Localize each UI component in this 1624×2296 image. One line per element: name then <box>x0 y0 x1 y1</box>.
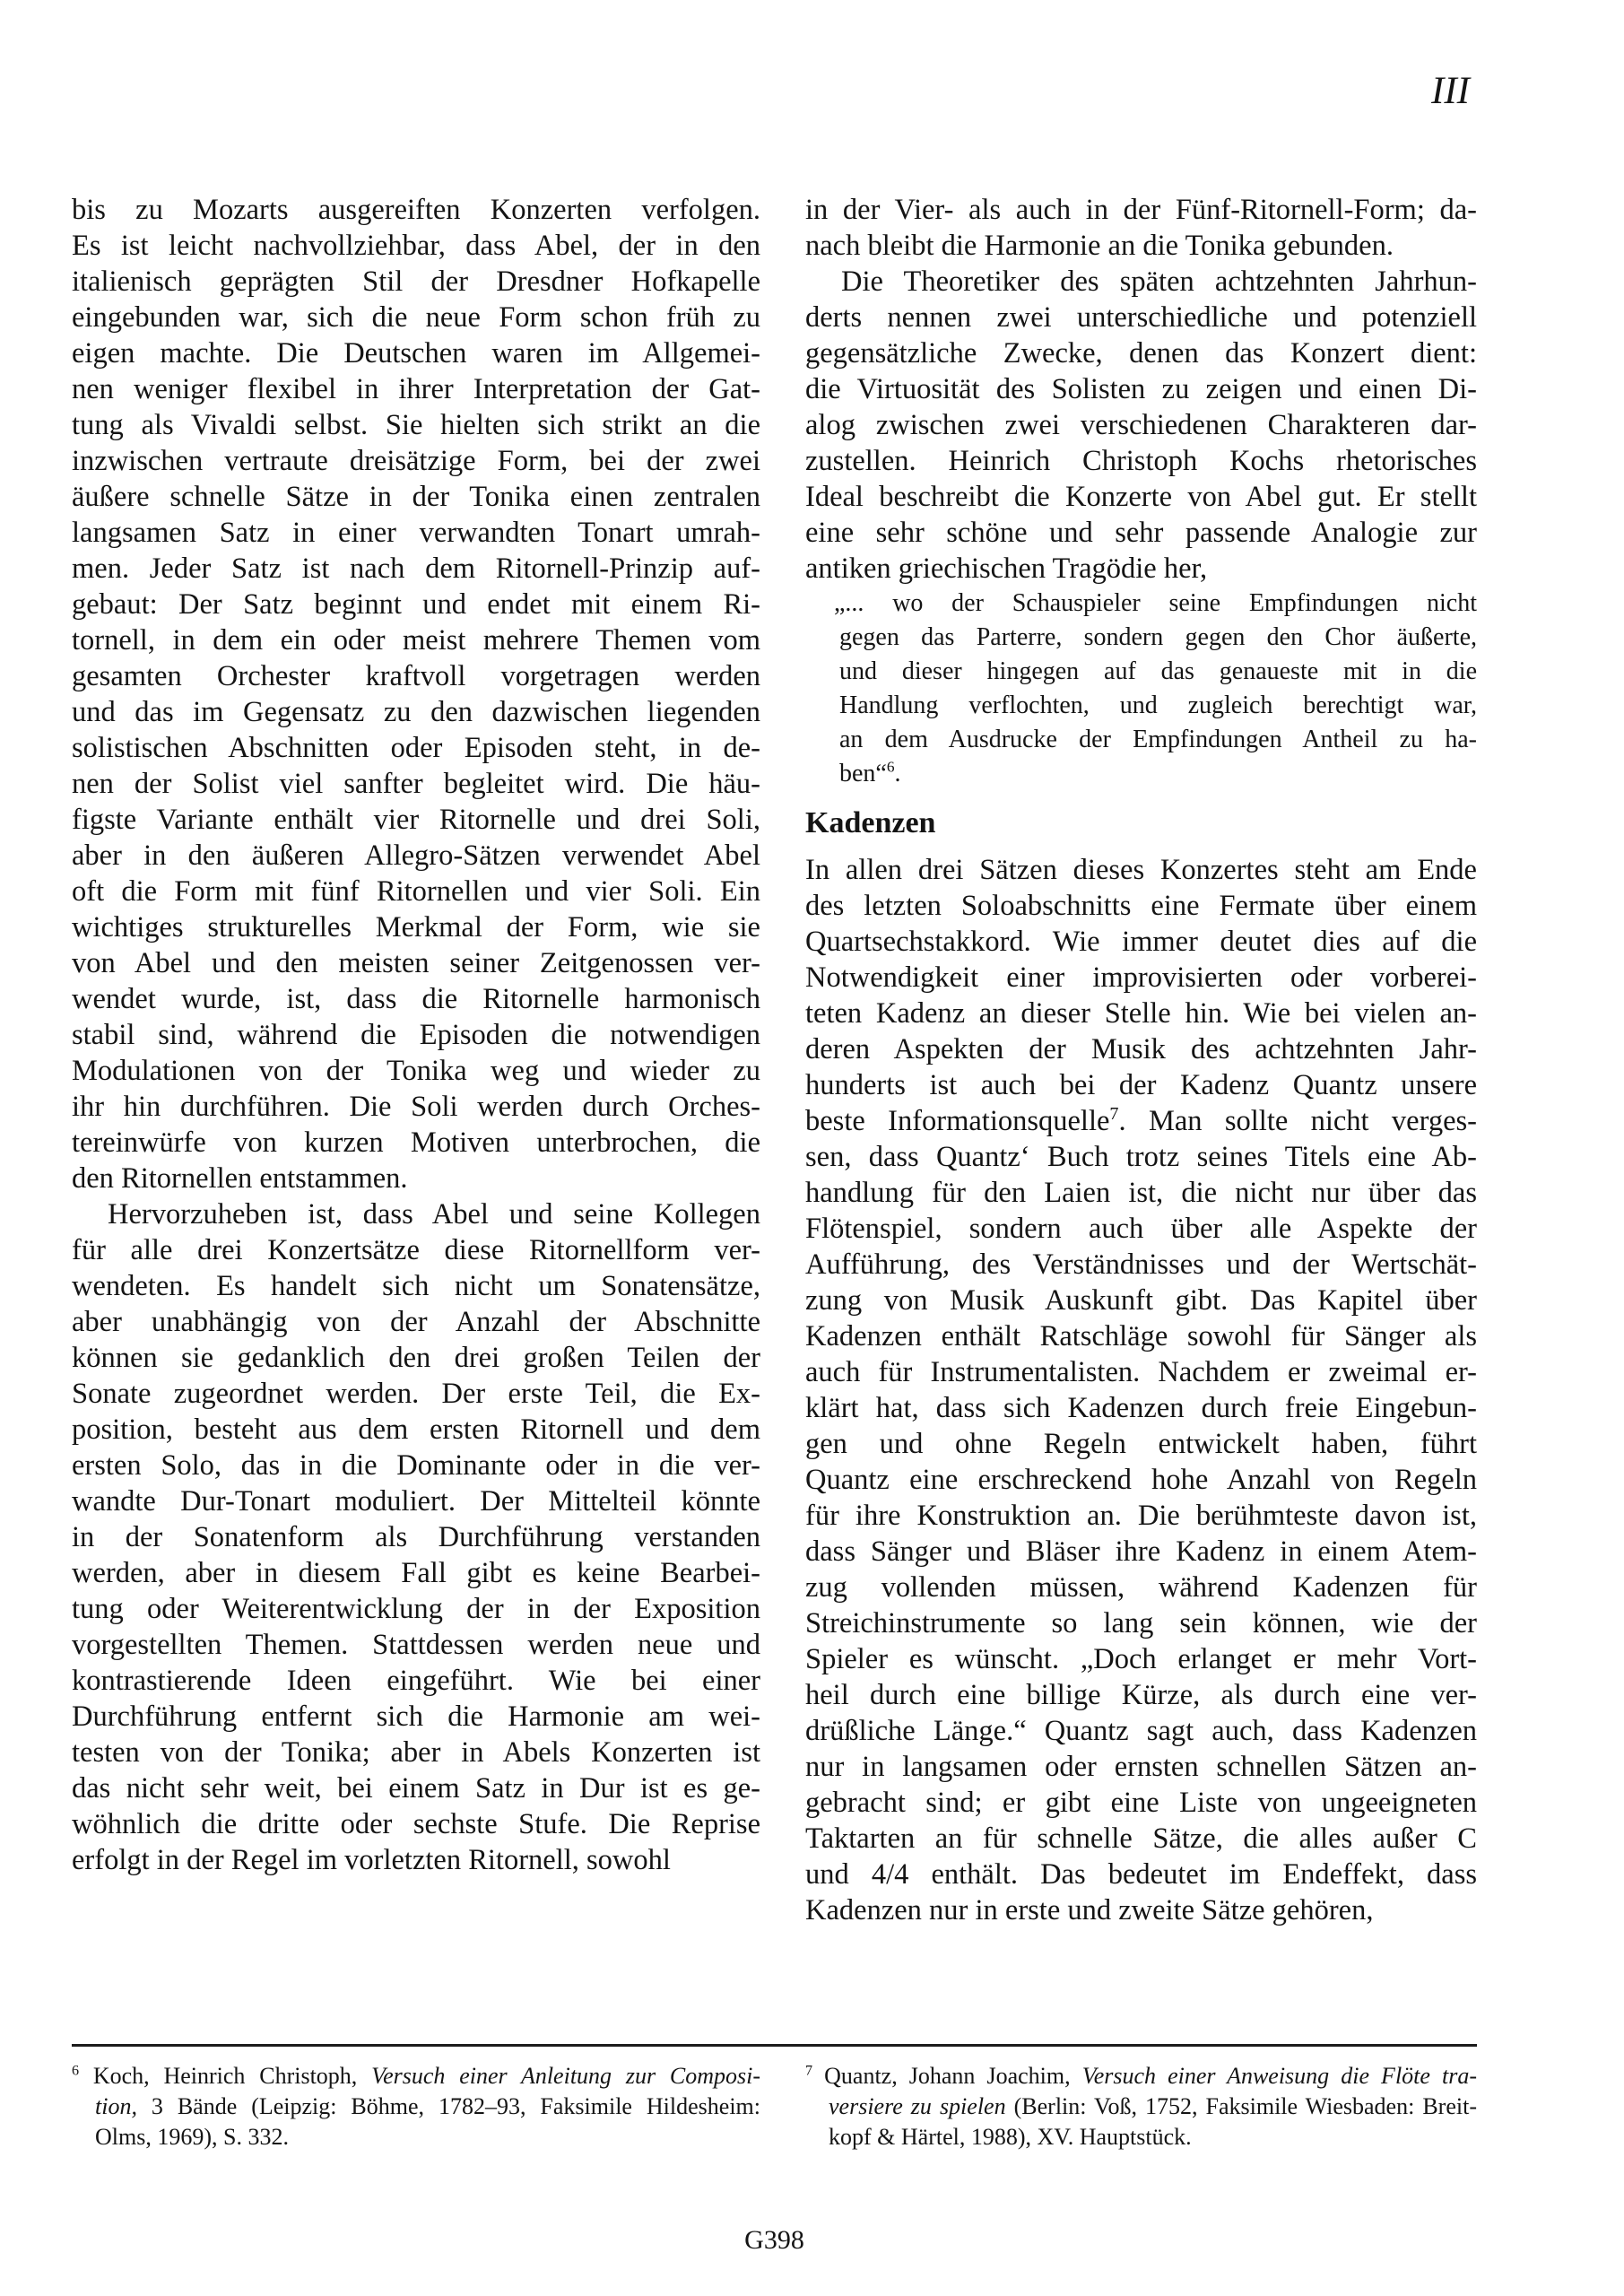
text-line <box>72 909 760 945</box>
text-line <box>72 192 760 228</box>
text-line <box>805 1283 1477 1318</box>
text-run: bis zu Mozarts ausgereiften Konzerten verfolgen. <box>72 194 760 226</box>
text-line <box>72 766 760 802</box>
text-run: oft die Form mit fünf Ritornellen und vier Soli. Ein <box>72 875 760 908</box>
text-run: derts nennen zwei unterschiedliche und potenziell <box>805 301 1477 334</box>
text-line <box>805 1462 1477 1498</box>
text-line <box>72 981 760 1017</box>
text-line <box>72 1627 760 1663</box>
text-line <box>72 802 760 838</box>
text-run: wöhnlich die dritte oder sechste Stufe. Die Reprise <box>72 1808 760 1840</box>
text-run: solistischen Abschnitten oder Episoden steht, in de- <box>72 732 760 764</box>
text-run: versiere zu spielen <box>829 2093 1006 2119</box>
text-run: zustellen. Heinrich Christoph Kochs rhetorisches <box>805 445 1477 477</box>
text-line <box>839 757 1477 791</box>
text-run: werden, aber in diesem Fall gibt es keine Bearbei- <box>72 1557 760 1589</box>
text-run: kopf & Härtel, 1988), XV. Hauptstück. <box>829 2124 1192 2150</box>
text-run: Versuch einer Anleitung zur Composi- <box>371 2063 760 2089</box>
text-run: nur in langsamen oder ernsten schnellen Sätzen an- <box>805 1751 1477 1783</box>
text-run: tung als Vivaldi selbst. Sie hielten sich strikt an die <box>72 409 760 441</box>
text-run: inzwischen vertraute dreisätzige Form, bei der zwei <box>72 445 760 477</box>
text-line <box>72 1053 760 1089</box>
text-run: in der Sonatenform als Durchführung verstanden <box>72 1521 760 1553</box>
column-left <box>72 192 760 1928</box>
paragraph <box>72 192 760 1196</box>
text-run: an dem Ausdrucke der Empfindungen Antheil zu ha- <box>839 726 1477 753</box>
text-run: Sonate zugeordnet werden. Der erste Teil, die Ex- <box>72 1378 760 1410</box>
text-line <box>805 1139 1477 1175</box>
text-run: 3 Bände (Leipzig: Böhme, 1782–93, Faksimile Hildesheim: <box>136 2093 760 2119</box>
text-run: tereinwürfe von kurzen Motiven unterbrochen, die <box>72 1126 760 1159</box>
text-line <box>72 1735 760 1770</box>
text-line <box>72 1376 760 1412</box>
paragraph <box>805 2061 1477 2152</box>
text-run: „... wo der Schauspieler seine Empfindungen nicht <box>834 589 1477 617</box>
text-run: Olms, 1969), S. 332. <box>95 2124 289 2150</box>
text-run: und das im Gegensatz zu den dazwischen liegenden <box>72 696 760 728</box>
text-line <box>805 479 1477 515</box>
text-run: eine sehr schöne und sehr passende Analogie zur <box>805 517 1477 549</box>
text-line <box>72 1304 760 1340</box>
text-run: nen der Solist viel sanfter begleitet wird. Die häu- <box>72 768 760 800</box>
text-line <box>72 300 760 335</box>
text-run: und 4/4 enthält. Das bedeutet im Endeffekt, dass <box>805 1858 1477 1891</box>
text-line <box>72 1017 760 1053</box>
text-line <box>805 2092 1477 2122</box>
text-run: wandte Dur-Tonart moduliert. Der Mittelteil könnte <box>72 1485 760 1518</box>
footnote-7 <box>805 2061 1477 2152</box>
body-columns <box>72 192 1477 1928</box>
text-line <box>805 515 1477 551</box>
text-run: In allen drei Sätzen dieses Konzertes steht am Ende <box>805 854 1477 886</box>
text-line <box>805 264 1477 300</box>
text-run: aber in den äußeren Allegro-Sätzen verwendet Abel <box>72 839 760 872</box>
text-run: Spieler es wünscht. „Doch erlanget er mehr Vort- <box>805 1643 1477 1675</box>
text-line <box>72 1555 760 1591</box>
text-run: Versuch einer Anweisung die Flöte tra- <box>1081 2063 1477 2089</box>
text-run: stabil sind, während die Episoden die notwendigen <box>72 1019 760 1051</box>
text-run: gen und ohne Regeln entwickelt haben, führt <box>805 1428 1477 1460</box>
text-line <box>805 551 1477 587</box>
text-run: men. Jeder Satz ist nach dem Ritornell-Prinzip auf- <box>72 552 760 585</box>
text-line <box>805 888 1477 924</box>
text-run: teten Kadenz an dieser Stelle hin. Wie bei vielen an- <box>805 997 1477 1030</box>
text-line <box>805 407 1477 443</box>
text-run: sen, dass Quantz‘ Buch trotz seines Titels eine Ab- <box>805 1141 1477 1173</box>
text-line <box>72 1125 760 1161</box>
text-line <box>72 2061 760 2092</box>
text-run: gebracht sind; er gibt eine Liste von ungeeigneten <box>805 1787 1477 1819</box>
text-line <box>805 1318 1477 1354</box>
text-line <box>72 694 760 730</box>
text-line <box>72 1806 760 1842</box>
text-run: Handlung verflochten, und zugleich berechtigt war, <box>839 691 1477 719</box>
text-run: nen weniger flexibel in ihrer Interpretation der Gat- <box>72 373 760 405</box>
footnote-ref: 6 <box>72 2063 80 2079</box>
text-run: langsamen Satz in einer verwandten Tonart umrah- <box>72 517 760 549</box>
text-line <box>805 1677 1477 1713</box>
text-line <box>72 1483 760 1519</box>
text-line <box>805 1785 1477 1821</box>
text-line <box>839 655 1477 689</box>
text-run: aber unabhängig von der Anzahl der Abschnitte <box>72 1306 760 1338</box>
text-run: können sie gedanklich den drei großen Teilen der <box>72 1342 760 1374</box>
section-heading: Kadenzen <box>805 806 936 839</box>
text-run: Taktarten an für schnelle Sätze, die alles außer C <box>805 1822 1477 1855</box>
text-run: alog zwischen zwei verschiedenen Charakteren dar- <box>805 409 1477 441</box>
text-line <box>72 658 760 694</box>
text-line <box>72 1196 760 1232</box>
text-line <box>805 1103 1477 1139</box>
text-line <box>839 689 1477 723</box>
text-run: äußere schnelle Sätze in der Tonika einen zentralen <box>72 481 760 513</box>
text-line <box>805 1031 1477 1067</box>
text-run: zung von Musik Auskunft gibt. Das Kapitel über <box>805 1284 1477 1317</box>
text-run: Quantz, Johann Joachim, <box>812 2063 1082 2089</box>
page-number: III <box>1431 70 1470 112</box>
text-run: tung oder Weiterentwicklung der in der Exposition <box>72 1593 760 1625</box>
text-line <box>805 192 1477 228</box>
text-run: Kadenzen enthält Ratschläge sowohl für Sänger als <box>805 1320 1477 1352</box>
text-line <box>72 335 760 371</box>
text-line <box>72 1519 760 1555</box>
text-run: handlung für den Laien ist, die nicht nur über das <box>805 1177 1477 1209</box>
text-run: dass Sänger und Bläser ihre Kadenz in einem Atem- <box>805 1535 1477 1568</box>
text-line <box>839 723 1477 757</box>
text-line <box>72 2092 760 2122</box>
text-run: und dieser hingegen auf das genaueste mit in die <box>839 657 1477 685</box>
text-run: Modulationen von der Tonika weg und wieder zu <box>72 1055 760 1087</box>
text-run: die Virtuosität des Solisten zu zeigen und einen Di- <box>805 373 1477 405</box>
text-line <box>805 924 1477 960</box>
text-run: ihr hin durchführen. Die Soli werden durch Orches- <box>72 1091 760 1123</box>
text-run: Streichinstrumente so lang sein können, wie der <box>805 1607 1477 1639</box>
text-run: nach bleibt die Harmonie an die Tonika gebunden. <box>805 230 1394 262</box>
footnote-ref: 7 <box>805 2063 813 2079</box>
text-run: gesamten Orchester kraftvoll vorgetragen werden <box>72 660 760 692</box>
text-run: wendet wurde, ist, dass die Ritornelle harmonisch <box>72 983 760 1015</box>
footnote-ref: 7 <box>1109 1104 1119 1125</box>
text-line <box>72 838 760 874</box>
text-line <box>805 228 1477 264</box>
text-run: für ihre Konstruktion an. Die berühmteste davon ist, <box>805 1500 1477 1532</box>
text-line <box>72 622 760 658</box>
text-line <box>805 1498 1477 1534</box>
text-run: Ideal beschreibt die Konzerte von Abel gut. Er stellt <box>805 481 1477 513</box>
text-run: gebaut: Der Satz beginnt und endet mit einem Ri- <box>72 588 760 621</box>
text-run: kontrastierende Ideen eingeführt. Wie bei einer <box>72 1665 760 1697</box>
text-line <box>72 515 760 551</box>
text-line <box>805 1211 1477 1247</box>
text-run: auch für Instrumentalisten. Nachdem er zweimal er- <box>805 1356 1477 1388</box>
text-run: Flötenspiel, sondern auch über alle Aspekte der <box>805 1213 1477 1245</box>
text-run: position, besteht aus dem ersten Ritornell und dem <box>72 1413 760 1446</box>
text-line <box>72 1089 760 1125</box>
text-run: ben“ <box>839 760 887 787</box>
text-line <box>805 2061 1477 2092</box>
text-line <box>72 1699 760 1735</box>
text-line <box>72 1448 760 1483</box>
text-line <box>72 264 760 300</box>
text-line <box>72 371 760 407</box>
paragraph <box>805 264 1477 587</box>
text-run: Notwendigkeit einer improvisierten oder vorberei- <box>805 961 1477 994</box>
text-line <box>839 621 1477 655</box>
text-line <box>72 228 760 264</box>
text-run: tornell, in dem ein oder meist mehrere Themen vom <box>72 624 760 657</box>
text-run: beste Informationsquelle <box>805 1105 1110 1137</box>
text-run: testen von der Tonika; aber in Abels Konzerten ist <box>72 1736 760 1769</box>
text-line <box>72 945 760 981</box>
text-line <box>72 874 760 909</box>
text-line <box>72 2122 760 2152</box>
paragraph <box>72 2061 760 2152</box>
text-line <box>834 587 1477 621</box>
text-line <box>805 1821 1477 1857</box>
text-line <box>72 443 760 479</box>
text-run: wichtiges strukturelles Merkmal der Form, wie sie <box>72 911 760 944</box>
text-run: das nicht sehr weit, bei einem Satz in Dur ist es ge- <box>72 1772 760 1805</box>
text-run: Aufführung, des Verständnisses und der Wertschät- <box>805 1248 1477 1281</box>
catalog-number: G398 <box>744 2225 804 2255</box>
text-line <box>805 300 1477 335</box>
text-run: deren Aspekten der Musik des achtzehnten Jahr- <box>805 1033 1477 1065</box>
text-line <box>72 1663 760 1699</box>
text-run: Durchführung entfernt sich die Harmonie am wei- <box>72 1700 760 1733</box>
text-line <box>72 1842 760 1878</box>
text-line <box>805 1067 1477 1103</box>
column-right <box>805 192 1477 1928</box>
text-line <box>72 1770 760 1806</box>
text-run: hunderts ist auch bei der Kadenz Quantz unsere <box>805 1069 1477 1101</box>
text-line <box>805 1857 1477 1892</box>
text-line <box>805 1354 1477 1390</box>
text-line <box>805 443 1477 479</box>
text-run: von Abel und den meisten seiner Zeitgenossen ver- <box>72 947 760 979</box>
text-line <box>805 1570 1477 1605</box>
text-run: klärt hat, dass sich Kadenzen durch freie Eingebun- <box>805 1392 1477 1424</box>
text-run: Die Theoretiker des späten achtzehnten Jahrhun- <box>841 265 1477 298</box>
paragraph <box>72 1196 760 1878</box>
text-line <box>72 587 760 622</box>
text-run: Kadenzen nur in erste und zweite Sätze gehören, <box>805 1894 1374 1926</box>
text-line <box>805 852 1477 888</box>
footnote-ref: 6 <box>886 758 895 776</box>
paragraph <box>805 852 1477 1928</box>
footnote-separator-rule <box>72 2044 1477 2047</box>
text-line <box>805 1175 1477 1211</box>
text-line <box>805 1605 1477 1641</box>
text-run: drüßliche Länge.“ Quantz sagt auch, dass Kadenzen <box>805 1715 1477 1747</box>
text-run: Koch, Heinrich Christoph, <box>79 2063 372 2089</box>
text-run: Hervorzuheben ist, dass Abel und seine Kollegen <box>108 1198 760 1231</box>
text-run: figste Variante enthält vier Ritornelle und drei Soli, <box>72 804 760 836</box>
text-run: antiken griechischen Tragödie her, <box>805 552 1208 585</box>
text-run: Es ist leicht nachvollziehbar, dass Abel, der in den <box>72 230 760 262</box>
text-line <box>72 407 760 443</box>
text-run: tion, <box>95 2093 137 2119</box>
text-line <box>805 371 1477 407</box>
text-line <box>72 1268 760 1304</box>
text-line <box>72 1340 760 1376</box>
text-line <box>72 1412 760 1448</box>
text-line <box>805 1892 1477 1928</box>
text-line <box>805 1749 1477 1785</box>
text-line <box>805 1534 1477 1570</box>
text-run: gegensätzliche Zwecke, denen das Konzert dient: <box>805 337 1477 370</box>
block-quote <box>834 587 1477 791</box>
footnotes <box>72 2061 1477 2152</box>
text-run: für alle drei Konzertsätze diese Ritornellform ver- <box>72 1234 760 1266</box>
text-run: erfolgt in der Regel im vorletzten Ritornell, sowohl <box>72 1844 671 1876</box>
footnote-6 <box>72 2061 760 2152</box>
text-run: zug vollenden müssen, während Kadenzen für <box>805 1571 1477 1604</box>
text-line <box>805 2122 1477 2152</box>
text-line <box>805 1426 1477 1462</box>
text-line <box>805 996 1477 1031</box>
text-line <box>72 1232 760 1268</box>
text-line <box>805 1390 1477 1426</box>
text-line <box>805 1713 1477 1749</box>
text-run: den Ritornellen entstammen. <box>72 1162 408 1195</box>
text-run: vorgestellten Themen. Stattdessen werden neue und <box>72 1629 760 1661</box>
text-line <box>805 1641 1477 1677</box>
text-run: italienisch geprägten Stil der Dresdner Hofkapelle <box>72 265 760 298</box>
text-run: eigen machte. Die Deutschen waren im Allgemei- <box>72 337 760 370</box>
text-run: heil durch eine billige Kürze, als durch eine ver- <box>805 1679 1477 1711</box>
text-run: . <box>894 760 901 787</box>
text-line <box>805 1247 1477 1283</box>
text-line <box>72 551 760 587</box>
text-line <box>72 1161 760 1196</box>
text-line <box>72 1591 760 1627</box>
text-run: Quartsechstakkord. Wie immer deutet dies auf die <box>805 926 1477 958</box>
text-run: (Berlin: Voß, 1752, Faksimile Wiesbaden: Breit- <box>1005 2093 1477 2119</box>
text-run: eingebunden war, sich die neue Form schon früh zu <box>72 301 760 334</box>
text-run: ersten Solo, das in die Dominante oder in die ver- <box>72 1449 760 1482</box>
text-line <box>72 730 760 766</box>
text-run: wendeten. Es handelt sich nicht um Sonatensätze, <box>72 1270 760 1302</box>
text-run: gegen das Parterre, sondern gegen den Chor äußerte, <box>839 623 1477 651</box>
text-run: . Man sollte nicht verges- <box>1118 1105 1477 1137</box>
text-run: in der Vier- als auch in der Fünf-Ritornell-Form; da- <box>805 194 1477 226</box>
text-run: Quantz eine erschreckend hohe Anzahl von Regeln <box>805 1464 1477 1496</box>
text-line <box>72 479 760 515</box>
text-run: des letzten Soloabschnitts eine Fermate über einem <box>805 890 1477 922</box>
text-line <box>805 335 1477 371</box>
text-line <box>805 960 1477 996</box>
paragraph <box>805 192 1477 264</box>
